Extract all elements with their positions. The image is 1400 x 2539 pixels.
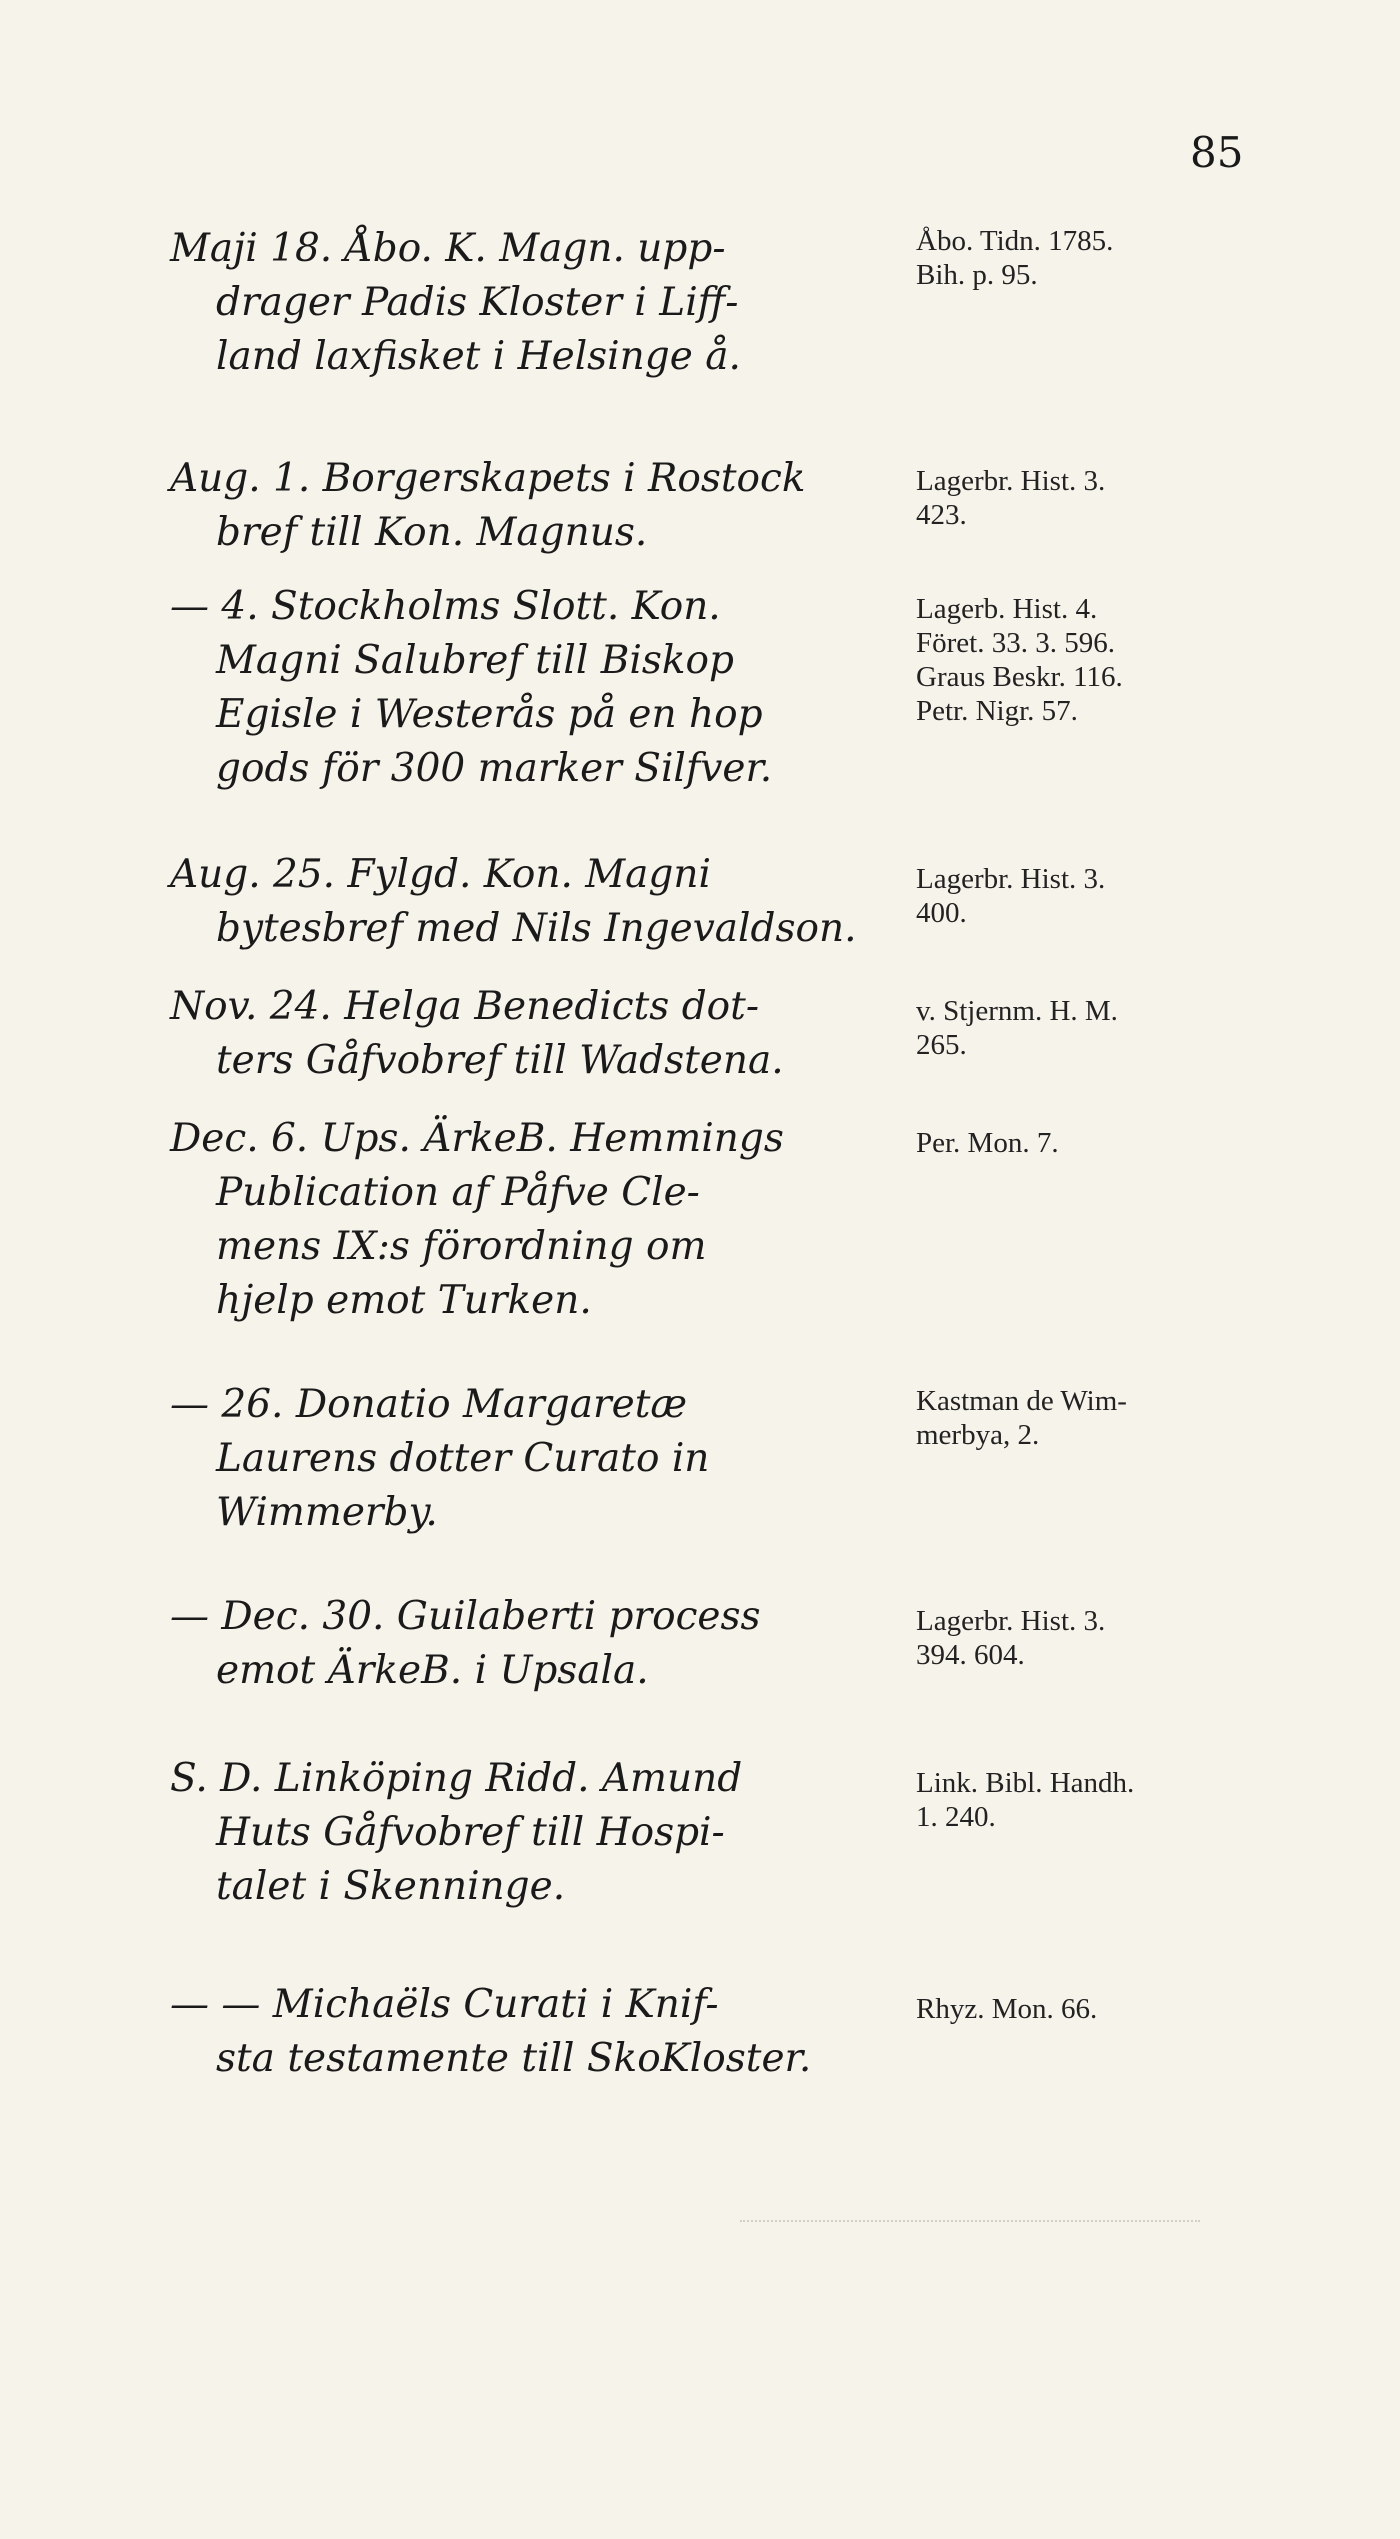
entry-line: Nov. 24. Helga Benedicts dot- xyxy=(170,984,759,1029)
entry-line: Wimmerby. xyxy=(216,1490,438,1535)
entry-text xyxy=(170,452,940,560)
entry-text xyxy=(170,222,940,384)
entry-text xyxy=(170,1112,940,1328)
entry-line: emot ÄrkeB. i Upsala. xyxy=(216,1648,649,1693)
reference-line: Lagerbr. Hist. 3. xyxy=(916,1605,1106,1637)
entry-line: Dec. 6. Ups. ÄrkeB. Hemmings xyxy=(170,1116,784,1161)
entry-text xyxy=(170,1590,940,1698)
reference-line: 423. xyxy=(916,499,967,531)
entry-reference xyxy=(916,994,1396,1062)
entry-reference xyxy=(916,224,1396,292)
reference-line: 400. xyxy=(916,897,967,929)
entry-reference xyxy=(916,464,1396,532)
entry-line: Aug. 1. Borgerskapets i Rostock xyxy=(170,456,806,501)
entry-line: bref till Kon. Magnus. xyxy=(216,510,648,555)
reference-line: 265. xyxy=(916,1029,967,1061)
entry-line: hjelp emot Turken. xyxy=(216,1278,592,1323)
entry-line: — — Michaëls Curati i Knif- xyxy=(170,1982,719,2027)
entry-line: gods för 300 marker Silfver. xyxy=(216,746,773,791)
reference-line: Rhyz. Mon. 66. xyxy=(916,1993,1098,2025)
reference-line: Per. Mon. 7. xyxy=(916,1127,1059,1159)
entry-reference xyxy=(916,1604,1396,1672)
entry-line: talet i Skenninge. xyxy=(216,1864,566,1909)
entry-line: — 4. Stockholms Slott. Kon. xyxy=(170,584,721,629)
entry-text xyxy=(170,580,940,796)
entry-text xyxy=(170,1978,940,2086)
page-number: 85 xyxy=(1190,128,1244,177)
reference-line: merbya, 2. xyxy=(916,1419,1040,1451)
entry-line: Laurens dotter Curato in xyxy=(216,1436,710,1481)
reference-line: Föret. 33. 3. 596. xyxy=(916,627,1115,659)
reference-line: Lagerbr. Hist. 3. xyxy=(916,863,1106,895)
entry-line: bytesbref med Nils Ingevaldson. xyxy=(216,906,857,951)
entry-line: Maji 18. Åbo. K. Magn. upp- xyxy=(170,226,726,271)
reference-line: Lagerbr. Hist. 3. xyxy=(916,465,1106,497)
reference-line: v. Stjernm. H. M. xyxy=(916,995,1118,1027)
entry-reference xyxy=(916,862,1396,930)
entry-line: sta testamente till SkoKloster. xyxy=(216,2036,812,2081)
entry-reference xyxy=(916,1766,1396,1834)
reference-line: Åbo. Tidn. 1785. xyxy=(916,225,1114,257)
entry-line: mens IX:s förordning om xyxy=(216,1224,707,1269)
entry-line: Huts Gåfvobref till Hospi- xyxy=(216,1810,725,1855)
reference-line: 1. 240. xyxy=(916,1801,996,1833)
reference-line: Lagerb. Hist. 4. xyxy=(916,593,1098,625)
entry-line: — Dec. 30. Guilaberti process xyxy=(170,1594,761,1639)
entry-line: — 26. Donatio Margaretæ xyxy=(170,1382,688,1427)
entry-line: drager Padis Kloster i Liff- xyxy=(216,280,739,325)
entry-line: S. D. Linköping Ridd. Amund xyxy=(170,1756,743,1801)
reference-line: Petr. Nigr. 57. xyxy=(916,695,1078,727)
entry-line: Egisle i Westerås på en hop xyxy=(216,692,763,737)
reference-line: 394. 604. xyxy=(916,1639,1025,1671)
reference-line: Kastman de Wim- xyxy=(916,1385,1127,1417)
entry-text xyxy=(170,1752,940,1914)
entry-line: Aug. 25. Fylgd. Kon. Magni xyxy=(170,852,711,897)
entry-line: Magni Salubref till Biskop xyxy=(216,638,734,683)
entry-text xyxy=(170,1378,940,1540)
entry-reference xyxy=(916,1126,1396,1160)
entry-line: land laxfisket i Helsinge å. xyxy=(216,334,741,379)
entry-text xyxy=(170,848,940,956)
reference-line: Bih. p. 95. xyxy=(916,259,1038,291)
entry-reference xyxy=(916,1384,1396,1452)
entry-line: ters Gåfvobref till Wadstena. xyxy=(216,1038,784,1083)
entry-line: Publication af Påfve Cle- xyxy=(216,1170,700,1215)
reference-line: Link. Bibl. Handh. xyxy=(916,1767,1135,1799)
reference-line: Graus Beskr. 116. xyxy=(916,661,1123,693)
entry-reference xyxy=(916,592,1396,728)
entry-reference xyxy=(916,1992,1396,2026)
faint-bleed-through-line xyxy=(740,2220,1200,2232)
entry-text xyxy=(170,980,940,1088)
